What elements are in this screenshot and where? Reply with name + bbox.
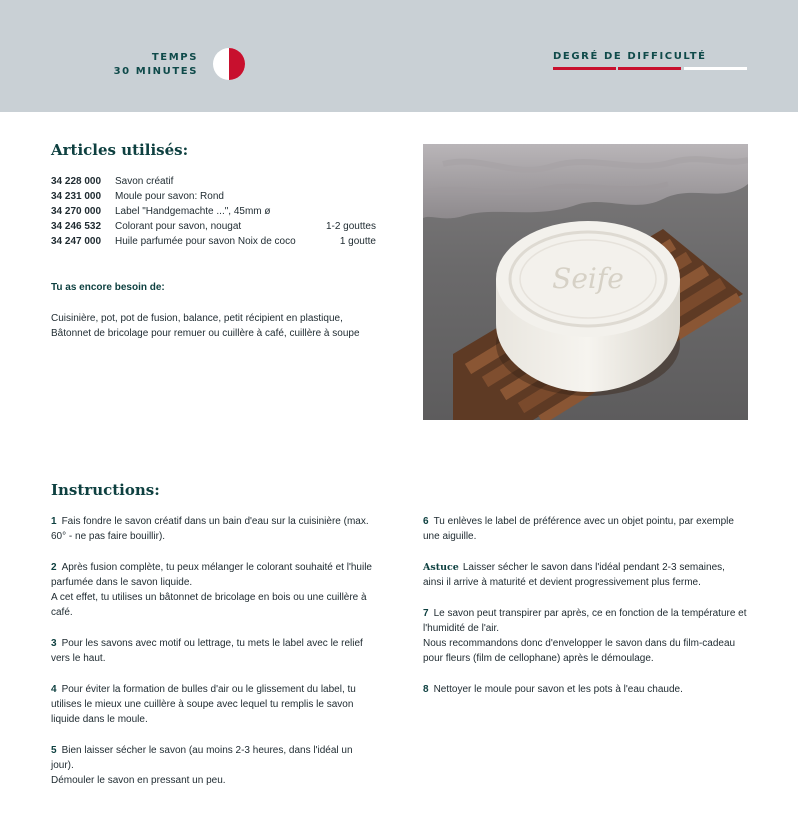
step-text: Laisser sécher le savon dans l'idéal pendant 2-3 semaines, ainsi il arrive à maturité et devient progressivement plus ferme. <box>423 562 725 588</box>
step-number: 3 <box>51 638 57 649</box>
step-text: Le savon peut transpirer par après, ce en fonction de la température et l'humidité de l'air. <box>423 608 747 634</box>
instruction-step <box>423 606 748 666</box>
tip-block <box>423 560 748 590</box>
step-number: 7 <box>423 608 429 619</box>
step-text: Pour les savons avec motif ou lettrage, tu mets le label avec le relief vers le haut. <box>51 638 363 664</box>
instruction-step <box>51 514 376 544</box>
instruction-step <box>51 682 376 727</box>
tip-label: Astuce <box>423 562 459 573</box>
step-number: 8 <box>423 684 429 695</box>
article-name: Savon créatif <box>115 176 174 187</box>
besoin-text: Cuisinière, pot, pot de fusion, balance, petit récipient en plastique, Bâtonnet de bricolage pour remuer ou cuillère à café, cuillère à soupe <box>51 313 360 339</box>
article-name: Huile parfumée pour savon Noix de coco <box>115 236 296 247</box>
article-quantity: 1-2 gouttes <box>325 221 376 232</box>
article-row <box>51 236 376 251</box>
article-number: 34 270 000 <box>51 206 102 217</box>
difficulty-label: DEGRÉ DE DIFFICULTÉ <box>553 51 707 62</box>
step-text: Après fusion complète, tu peux mélanger le colorant souhaité et l'huile parfumée dans le savon liquide. <box>51 562 372 588</box>
clock-wedge <box>229 48 245 80</box>
step-text: Nettoyer le moule pour savon et les pots à l'eau chaude. <box>433 684 683 695</box>
instruction-step <box>51 743 376 788</box>
besoin-title: Tu as encore besoin de: <box>51 282 165 293</box>
article-row <box>51 206 376 221</box>
instruction-step <box>423 682 748 697</box>
article-row <box>51 221 376 236</box>
article-row <box>51 191 376 206</box>
article-number: 34 228 000 <box>51 176 102 187</box>
soap-stamp-text: Seife <box>552 262 624 295</box>
instruction-step <box>423 514 748 544</box>
soap-bar <box>496 221 680 396</box>
step-number: 4 <box>51 684 57 695</box>
instruction-step <box>51 636 376 666</box>
difficulty-bar <box>618 67 681 70</box>
step-number: 5 <box>51 745 57 756</box>
clock-icon <box>212 47 246 81</box>
step-text: Démouler le savon en pressant un peu. <box>51 775 226 786</box>
instruction-step <box>51 560 376 620</box>
article-quantity: 1 goutte <box>339 236 376 247</box>
article-name: Colorant pour savon, nougat <box>115 221 242 232</box>
article-number: 34 247 000 <box>51 236 102 247</box>
articles-title: Articles utilisés: <box>51 141 189 159</box>
soap-photo <box>423 144 748 420</box>
step-text: A cet effet, tu utilises un bâtonnet de bricolage en bois ou une cuillère à café. <box>51 592 367 618</box>
step-number: 1 <box>51 516 57 527</box>
step-text: Nous recommandons donc d'envelopper le savon dans du film-cadeau pour fleurs (film de cellophane) après le démoulage. <box>423 638 736 664</box>
step-text: Fais fondre le savon créatif dans un bain d'eau sur la cuisinière (max. 60° - ne pas faire bouillir). <box>51 516 369 542</box>
article-row <box>51 176 376 191</box>
article-name: Label "Handgemachte ...", 45mm ø <box>115 206 271 217</box>
time-value: 30 MINUTES <box>113 66 198 77</box>
article-name: Moule pour savon: Rond <box>115 191 224 202</box>
time-label: TEMPS <box>151 52 198 63</box>
article-number: 34 246 532 <box>51 221 102 232</box>
step-text: Pour éviter la formation de bulles d'air ou le glissement du label, tu utilises le mieux une cuillère à soupe avec lequel tu remplis le savon liquide dans le moule. <box>51 684 356 725</box>
step-number: 2 <box>51 562 57 573</box>
step-number: 6 <box>423 516 429 527</box>
difficulty-bar <box>684 67 747 70</box>
difficulty-bar <box>553 67 616 70</box>
instructions-title: Instructions: <box>51 481 160 499</box>
step-text: Tu enlèves le label de préférence avec un objet pointu, par exemple une aiguille. <box>423 516 734 542</box>
step-text: Bien laisser sécher le savon (au moins 2-3 heures, dans l'idéal un jour). <box>51 745 353 771</box>
article-number: 34 231 000 <box>51 191 102 202</box>
